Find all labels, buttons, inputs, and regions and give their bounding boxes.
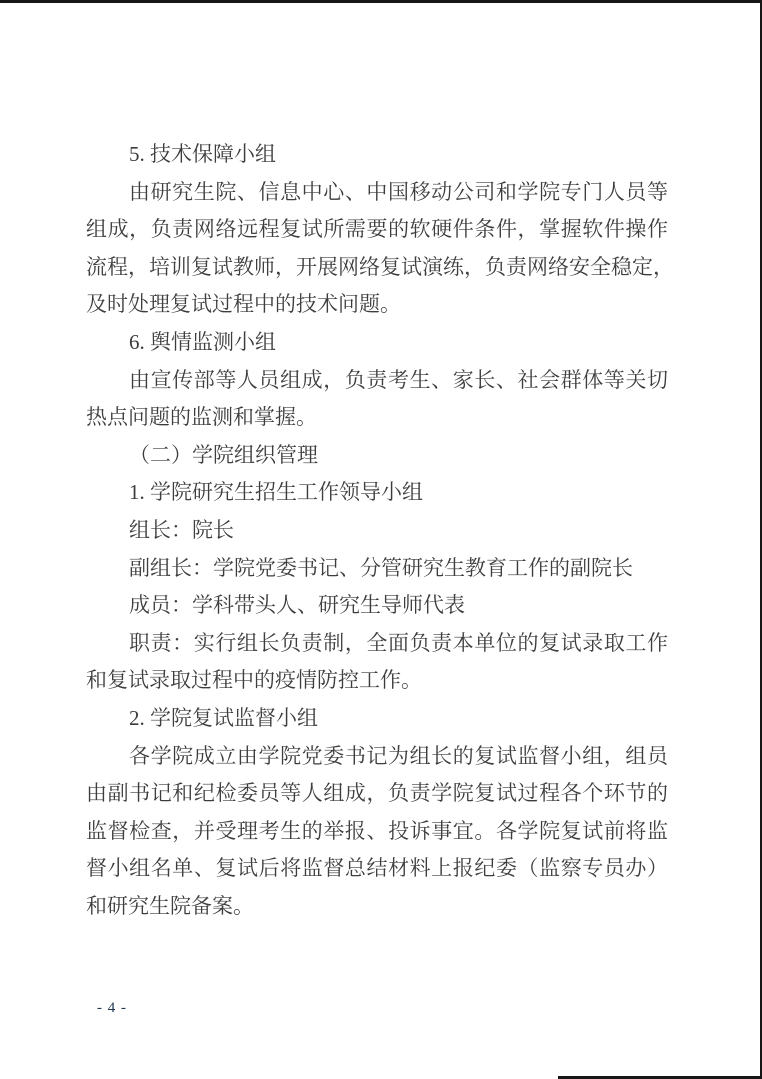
document-body — [86, 136, 674, 925]
text-line: 热点问题的监测和掌握。 — [86, 405, 317, 430]
text-line: 由宣传部等人员组成，负责考生、家长、社会群体等关切 — [129, 367, 668, 392]
text-line: 5. 技术保障小组 — [129, 142, 276, 166]
text-line: 由副书记和纪检委员等人组成，负责学院复试过程各个环节的 — [86, 781, 668, 806]
text-line: 督小组名单、复试后将监督总结材料上报纪委（监察专员办） — [86, 856, 668, 881]
text-line: 6. 舆情监测小组 — [129, 329, 276, 354]
text-line: 组成，负责网络远程复试所需要的软硬件条件，掌握软件操作 — [86, 217, 668, 242]
section-6-body — [86, 362, 668, 437]
item-1-deputy-leader — [86, 550, 668, 588]
text-line: 和复试录取过程中的疫情防控工作。 — [86, 668, 422, 693]
section-5-heading — [86, 136, 668, 174]
text-line: 副组长：学院党委书记、分管研究生教育工作的副院长 — [129, 555, 633, 580]
text-line: 监督检查，并受理考生的举报、投诉事宜。各学院复试前将监 — [86, 818, 668, 843]
text-line: 及时处理复试过程中的技术问题。 — [86, 292, 401, 317]
item-2-body — [86, 738, 668, 926]
section-5-body — [86, 174, 674, 324]
item-1-heading — [86, 474, 668, 512]
page-number: - 4 - — [97, 1000, 127, 1016]
scan-edge-top — [0, 0, 762, 3]
text-line: 成员：学科带头人、研究生导师代表 — [129, 593, 465, 618]
text-line: 职责：实行组长负责制，全面负责本单位的复试录取工作 — [129, 630, 668, 655]
text-line: 由研究生院、信息中心、中国移动公司和学院专门人员等 — [129, 179, 668, 204]
item-2-heading — [86, 700, 668, 738]
item-1-duties — [86, 625, 668, 700]
item-1-members — [86, 587, 668, 625]
item-1-leader — [86, 512, 668, 550]
section-6-heading — [86, 324, 668, 362]
subsection-2-heading — [86, 437, 668, 475]
text-line: 1. 学院研究生招生工作领导小组 — [129, 480, 423, 505]
text-line: （二）学院组织管理 — [129, 442, 318, 467]
text-line: 组长：院长 — [129, 517, 234, 542]
text-line: 2. 学院复试监督小组 — [129, 705, 318, 730]
text-line: 流程，培训复试教师，开展网络复试演练，负责网络安全稳定， — [86, 254, 674, 279]
text-line: 各学院成立由学院党委书记为组长的复试监督小组，组员 — [129, 743, 668, 768]
text-line: 和研究生院备案。 — [86, 893, 254, 918]
